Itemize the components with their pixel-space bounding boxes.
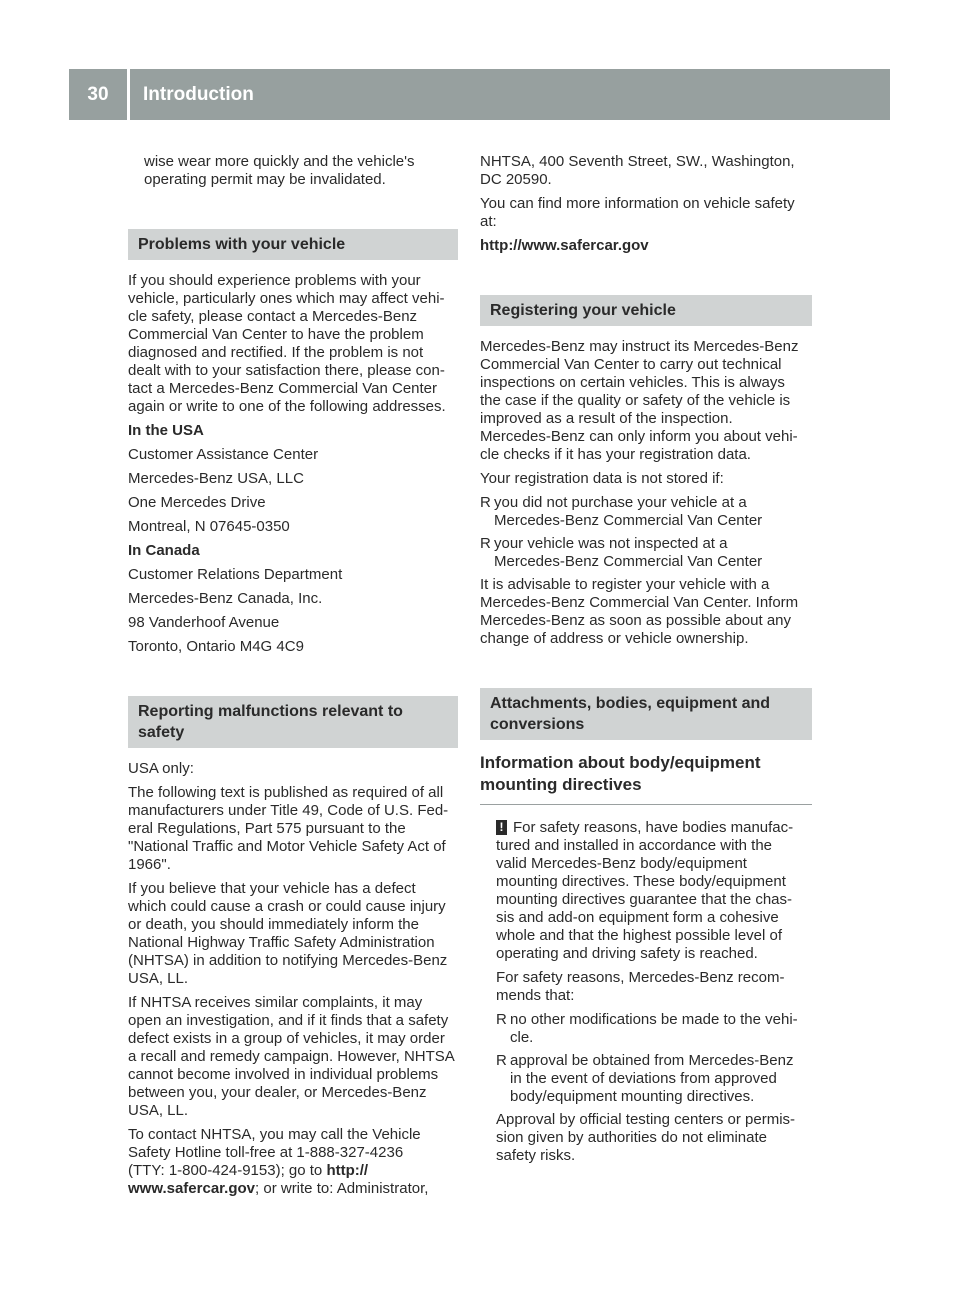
left-column (128, 153, 458, 1204)
usa-only-note: USA only: (128, 760, 194, 777)
canada-address-line: 98 Vanderhoof Avenue (128, 614, 280, 631)
header-divider (127, 69, 130, 120)
reporting-paragraph-1: The following text is published as required of all manufacturers under Title 49, Code of U.S. Fed- eral Regulations, Part 575 pursuant to the "National Traffic and Motor Vehicle Safety Act of 1966". (128, 784, 449, 873)
canada-address-line: Customer Relations Department (128, 566, 343, 583)
list-item: R you did not purchase your vehicle at a Mercedes-Benz Commercial Van Center (480, 494, 763, 529)
warning-note: ! For safety reasons, have bodies manufac- (496, 819, 812, 837)
reporting-paragraph-2: If you believe that your vehicle has a defect which could cause a crash or could cause injury or death, you should immediately inform the National Highway Traffic Safety Administration (NHTSA) in addition to notifying Mercedes-Benz USA, LL. (128, 880, 448, 987)
page-header (69, 69, 890, 120)
canada-address-line: Mercedes-Benz Canada, Inc. (128, 590, 323, 607)
usa-address-line: Customer Assistance Center (128, 446, 319, 463)
safercar-link[interactable]: http://www.safercar.gov (480, 237, 649, 254)
page-number: 30 (87, 83, 109, 105)
usa-address-line: One Mercedes Drive (128, 494, 266, 511)
usa-address-line: Mercedes-Benz USA, LLC (128, 470, 304, 487)
usa-address-line: Montreal, N 07645-0350 (128, 518, 290, 535)
heading-registering: Registering your vehicle (480, 295, 812, 326)
warning-text: tured and installed in accordance with the valid Mercedes-Benz body/equipment mounting directives. These body/equipment mounting directives guarantee that the chas- sis and add-on equipment form a cohesive whole and that the highest possible level of operating and driving safety is reached. (496, 837, 793, 962)
registering-paragraph-2: Your registration data is not stored if: (480, 470, 724, 487)
subheading-mounting-directives: Information about body/equipment mounting directives (480, 752, 812, 805)
bullet-icon: R (480, 494, 491, 511)
problems-intro: If you should experience problems with your vehicle, particularly ones which may affect vehi- cle safety, please contact a Mercedes-Benz Commercial Van Center to have the problem diagnosed and rectified. If the problem is not dealt with to your satisfaction there, please con- tact a Mercedes-Benz Commercial Van Center again or write to one of the following addresses. (128, 272, 446, 415)
canada-label: In Canada (128, 542, 200, 559)
reporting-paragraph-3: If NHTSA receives similar complaints, it may open an investigation, and if it finds that a safety defect exists in a group of vehicles, it may order a recall and remedy campaign. However, NHTSA cannot become involved in individual problems between you, your dealer, or Mercedes-Benz USA, LL. (128, 994, 455, 1119)
continued-paragraph: wise wear more quickly and the vehicle's operating permit may be invalidated. (144, 153, 415, 188)
bullet-icon: R (496, 1011, 507, 1028)
bullet-icon: R (496, 1052, 507, 1069)
attachments-body (480, 819, 812, 1165)
registering-paragraph-1: Mercedes-Benz may instruct its Mercedes-Benz Commercial Van Center to carry out technical inspections on certain vehicles. This is always the case if the quality or safety of the vehicle is improved as a result of the inspection. Mercedes-Benz can only inform you about vehi- cle checks if it has your registration data. (480, 338, 799, 463)
canada-address-line: Toronto, Ontario M4G 4C9 (128, 638, 304, 655)
usa-label: In the USA (128, 422, 204, 439)
right-column (480, 153, 812, 1171)
reporting-paragraph-4: To contact NHTSA, you may call the Vehicle Safety Hotline toll-free at 1-888-327-4236 (TTY: 1-800-424-9153); go to http:// www.safercar.gov; or write to: Administrator, (128, 1126, 429, 1197)
recommendation-intro: For safety reasons, Mercedes-Benz recom- mends that: (496, 969, 785, 1004)
heading-problems: Problems with your vehicle (128, 229, 458, 260)
section-title: Introduction (143, 83, 254, 105)
list-item: R your vehicle was not inspected at a Mercedes-Benz Commercial Van Center (480, 535, 763, 570)
more-info: You can find more information on vehicle safety at: (480, 195, 795, 230)
warning-icon: ! (496, 820, 507, 835)
list-item: R approval be obtained from Mercedes-Benz in the event of deviations from approved body/equipment mounting directives. (496, 1052, 794, 1105)
registering-paragraph-3: It is advisable to register your vehicle with a Mercedes-Benz Commercial Van Center. Inform Mercedes-Benz as soon as possible about any change of address or vehicle ownership. (480, 576, 799, 647)
continued-address: NHTSA, 400 Seventh Street, SW., Washington, DC 20590. (480, 153, 795, 188)
nhtsa-link[interactable]: http:// (326, 1162, 369, 1179)
approval-note: Approval by official testing centers or permis- sion given by authorities do not eliminate safety risks. (496, 1111, 796, 1164)
bullet-icon: R (480, 535, 491, 552)
nhtsa-link[interactable]: www.safercar.gov (128, 1180, 256, 1197)
list-item: R no other modifications be made to the vehi- cle. (496, 1011, 798, 1046)
heading-attachments: Attachments, bodies, equipment and conversions (480, 688, 812, 740)
heading-reporting: Reporting malfunctions relevant to safety (128, 696, 458, 748)
